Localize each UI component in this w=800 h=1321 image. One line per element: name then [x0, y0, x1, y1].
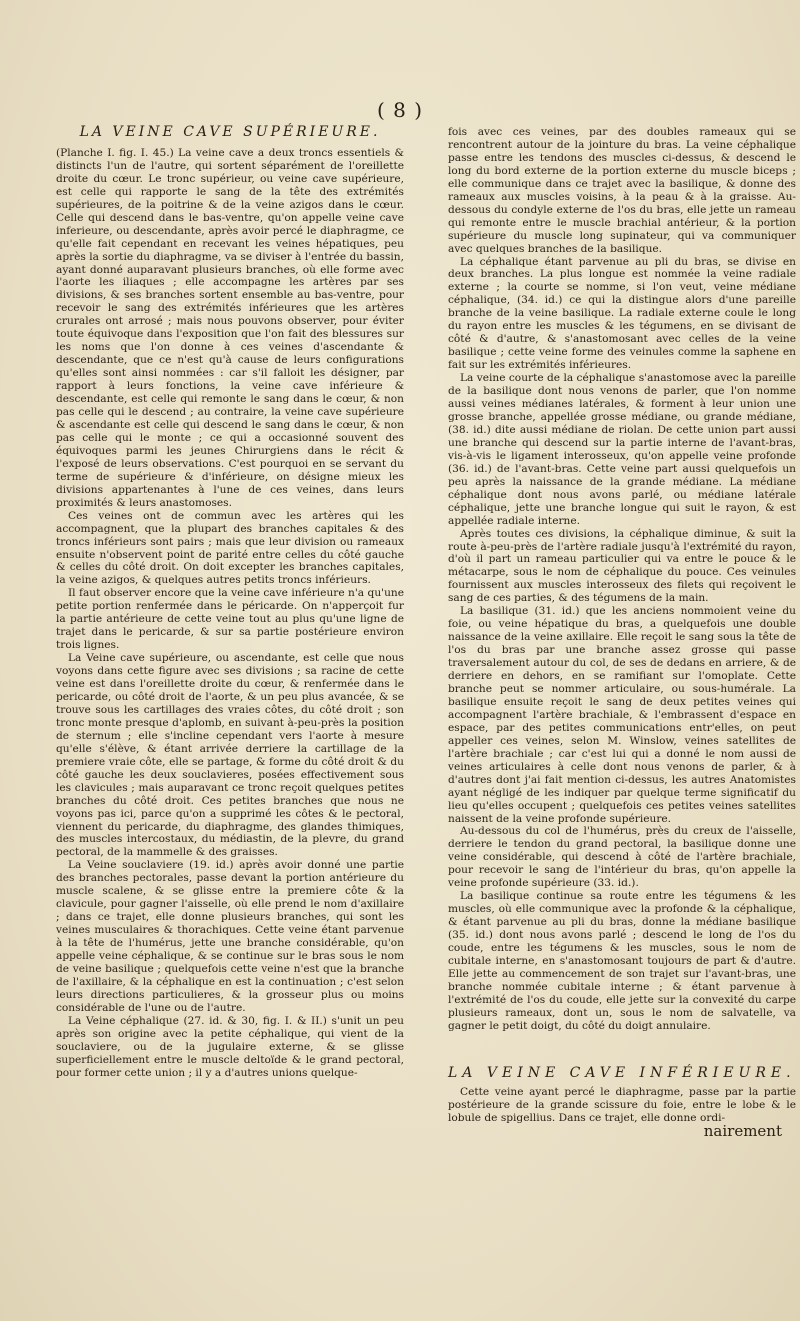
section-heading-inferior-vena-cava: LA VEINE CAVE INFÉRIEURE.	[448, 1064, 796, 1081]
paragraph: (Planche I. fig. I. 45.) La veine cave a deux troncs essentiels & distincts l'un de l'autre, qui sortent séparément de l'oreillette droite du cœur. Le tronc supérieur, ou veine cave supérieure, est celle qui rapporte le sang de la tête des extrémités supérieures, de la poitrine & de la veine azigos dans le cœur. Celle qui descend dans le bas-ventre, qu'on appelle veine cave inferieure, ou descendante, après avoir percé le diaphragme, ce qu'elle fait cependant en recevant les veines hépatiques, peu après la sortie du diaphragme, va se diviser à l'entrée du bassin, ayant donné auparavant plusieurs branches, où elle forme avec l'aorte les iliaques ; elle accompagne les artères par ses divisions, & ses branches sortent ensemble au bas-ventre, pour recevoir le sang des extrémités inférieures que les artères crurales ont arrosé ; mais nous pouvons observer, pour éviter toute équivoque dans l'exposition que l'on fait des blessures sur les noms que l'on donne à ces veines d'ascendante & descendante, que ce n'est qu'à cause de leurs configurations qu'elles sont ainsi nommées : car s'il falloit les désigner, par rapport à leurs fonctions, la veine cave inférieure & descendante, est celle qui remonte le sang dans le cœur, & non pas celle qui le descend ; au contraire, la veine cave supérieure & ascendante est celle qui descend le sang dans le cœur, & non pas celle qui le monte ; ce qui a occasionné souvent des équivoques parmi les jeunes Chirurgiens dans le récit & l'exposé de leurs observations. C'est pourquoi en se servant du terme de supérieure & d'inférieure, on désigne mieux les divisions appartenantes à l'une de ces veines, dans leurs proximités & leurs anastomoses.	[56, 146, 404, 509]
paragraph: Après toutes ces divisions, la céphalique diminue, & suit la route à-peu-près de l'artère radiale jusqu'à l'extrémité du rayon, d'où il part un rameau particulier qui va entre le pouce & le métacarpe, sous le nom de céphalique du pouce. Ces veinules fournissent aux muscles interosseux des filets qui reçoivent le sang de ces parties, & des tégumens de la main.	[448, 527, 796, 605]
paragraph: La veine courte de la céphalique s'anastomose avec la pareille de la basilique dont nous venons de parler, que l'on nomme aussi veines médianes latérales, & forment à leur union une grosse branche, appellée grosse médiane, ou grande médiane, (38. id.) dite aussi médiane de riolan. De cette union part aussi une branche qui descend sur la partie interne de l'avant-bras, vis-à-vis le ligament interosseux, qu'on appelle veine profonde (36. id.) de l'avant-bras. Cette veine part aussi quelquefois un peu après la naissance de la grande médiane. La médiane céphalique dont nous avons parlé, ou médiane latérale céphalique, jette une branche longue qui suit le rayon, & est appellée radiale interne.	[448, 372, 796, 527]
paragraph: fois avec ces veines, par des doubles rameaux qui se rencontrent autour de la jointure du bras. La veine céphalique passe entre les tendons des muscles ci-dessus, & descend le long du bord externe de la portion externe du muscle biceps ; elle communique dans ce trajet avec la basilique, & donne des rameaux aux muscles voisins, à la peau & à la graisse. Au-dessous du condyle externe de l'os du bras, elle jette un rameau qui remonte entre le muscle brachial antérieur, & la portion supérieure du muscle long supinateur, qui va communiquer avec quelques branches de la basilique.	[448, 126, 796, 255]
catchword: nairement	[703, 1121, 782, 1140]
paragraph: La basilique (31. id.) que les anciens nommoient veine du foie, ou veine hépatique du bras, a quelquefois une double naissance de la veine axillaire. Elle reçoit le sang sous la tête de l'os du bras par une branche assez grosse qui passe traversalement autour du col, de ses de dedans en arriere, & de derriere en dehors, en se ramifiant sur l'omoplate. Cette branche peut se nommer articulaire, ou sous-humérale. La basilique ensuite reçoit le sang de deux petites veines qui accompagnent l'artère brachiale, & l'embrassent d'espace en espace, par des petites communications entr'elles, on peut appeller ces veines, selon M. Winslow, veines satellites de l'artère brachiale ; car c'est lui qui a donné le nom aussi de veines articulaires à celle dont nous venons de parler, & à d'autres dont j'ai fait mention ci-dessus, les autres Anatomistes ayant négligé de les indiquer par quelque terme significatif du lieu qu'elles occupent ; quelquefois ces petites veines satellites naissent de la veine profonde supérieure.	[448, 605, 796, 825]
paragraph: Il faut observer encore que la veine cave inférieure n'a qu'une petite portion renfermée dans le péricarde. On n'apperçoit fur la partie antérieure de cette veine tout au plus qu'une ligne de trajet dans le pericarde, & sur sa partie postérieure environ trois lignes.	[56, 587, 404, 652]
left-column	[56, 126, 404, 1080]
paragraph: Au-dessous du col de l'humérus, près du creux de l'aisselle, derriere le tendon du grand pectoral, la basilique donne une veine considérable, qui descend à côté de l'artère brachiale, pour recevoir le sang de l'intérieur du bras, qu'on appelle la veine profonde supérieure (33. id.).	[448, 825, 796, 890]
section-heading-superior-vena-cava: LA VEINE CAVE SUPÉRIEURE.	[79, 124, 381, 140]
paragraph: La céphalique étant parvenue au pli du bras, se divise en deux branches. La plus longue est nommée la veine radiale externe ; la courte se nomme, si l'on veut, veine médiane céphalique, (34. id.) ce qui la distingue alors d'une pareille branche de la veine basilique. La radiale externe coule le long du rayon entre les muscles & les tégumens, en se divisant de côté & d'autre, & s'anastomosant avec celles de la veine basilique ; cette veine forme des veinules comme la saphene en fait sur les extrémités inférieures.	[448, 255, 796, 372]
right-column	[448, 126, 796, 1140]
paragraph: Ces veines ont de commun avec les artères qui les accompagnent, que la plupart des branches capitales & des troncs inférieurs sont pairs ; mais que leur division ou rameaux ensuite n'observent point de parité entre celles du côté gauche & celles du côté droit. On doit excepter les branches capitales, la veine azigos, & quelques autres petits troncs inférieurs.	[56, 509, 404, 587]
paragraph: La basilique continue sa route entre les tégumens & les muscles, où elle communique avec la profonde & la céphalique, & étant parvenue au pli du bras, donne la médiane basilique (35. id.) dont nous avons parlé ; descend le long de l'os du coude, entre les tégumens & les muscles, sous le nom de cubitale interne, en s'anastomosant toujours de part & d'autre. Elle jette au commencement de son trajet sur l'avant-bras, une branche nommée cubitale interne ; & étant parvenue à l'extrémité de l'os du coude, elle jette sur la convexité du carpe plusieurs rameaux, dont un, sous le nom de salvatelle, va gagner le petit doigt, du côté du doigt annulaire.	[448, 890, 796, 1032]
paragraph: Cette veine ayant percé le diaphragme, passe par la partie postérieure de la grande scissure du foie, entre le lobe & le lobule de spigellius. Dans ce trajet, elle donne ordi-	[448, 1085, 796, 1124]
page-number: ( 8 )	[376, 98, 424, 122]
paragraph: La Veine souclaviere (19. id.) après avoir donné une partie des branches pectorales, passe devant la portion antérieure du muscle scalene, & se glisse entre la premiere côte & la clavicule, pour gagner l'aisselle, où elle prend le nom d'axillaire ; dans ce trajet, elle donne plusieurs branches, qui sont les veines musculaires & thorachiques. Cette veine étant parvenue à la tête de l'humérus, jette une branche considérable, qu'on appelle veine céphalique, & se continue sur le bras sous le nom de veine basilique ; quelquefois cette veine n'est que la branche de l'axillaire, & la céphalique en est la continuation ; c'est selon leurs directions particulieres, & la grosseur plus ou moins considérable de l'une ou de l'autre.	[56, 859, 404, 1014]
paragraph: La Veine cave supérieure, ou ascendante, est celle que nous voyons dans cette figure avec ses divisions ; sa racine de cette veine est dans l'oreillette droite du cœur, & renfermée dans le pericarde, ou côté droit de l'aorte, & un peu plus avancée, & se trouve sous les cartillages des vraies côtes, du côté droit ; son tronc monte presque d'aplomb, en suivant à-peu-près la position de sternum ; elle s'incline cependant vers l'aorte à mesure qu'elle s'élève, & étant arrivée derriere la cartillage de la premiere vraie côte, elle se partage, & forme du côté droit & du côté gauche les deux souclavieres, posées effectivement sous les clavicules ; mais auparavant ce tronc reçoit quelques petites branches du côté droit. Ces petites branches que nous ne voyons pas ici, parce qu'on a supprimé les côtes & le pectoral, viennent du pericarde, du diaphragme, des glandes thimiques, des muscles intercostaux, du médiastin, de la plevre, du grand pectoral, de la mammelle & des graisses.	[56, 652, 404, 859]
paragraph: La Veine céphalique (27. id. & 30, fig. I. & II.) s'unit un peu après son origine avec la petite céphalique, qui vient de la souclaviere, ou de la jugulaire externe, & se glisse superficiellement entre le muscle deltoïde & le grand pectoral, pour former cette union ; il y a d'autres unions quelque-	[56, 1014, 404, 1079]
